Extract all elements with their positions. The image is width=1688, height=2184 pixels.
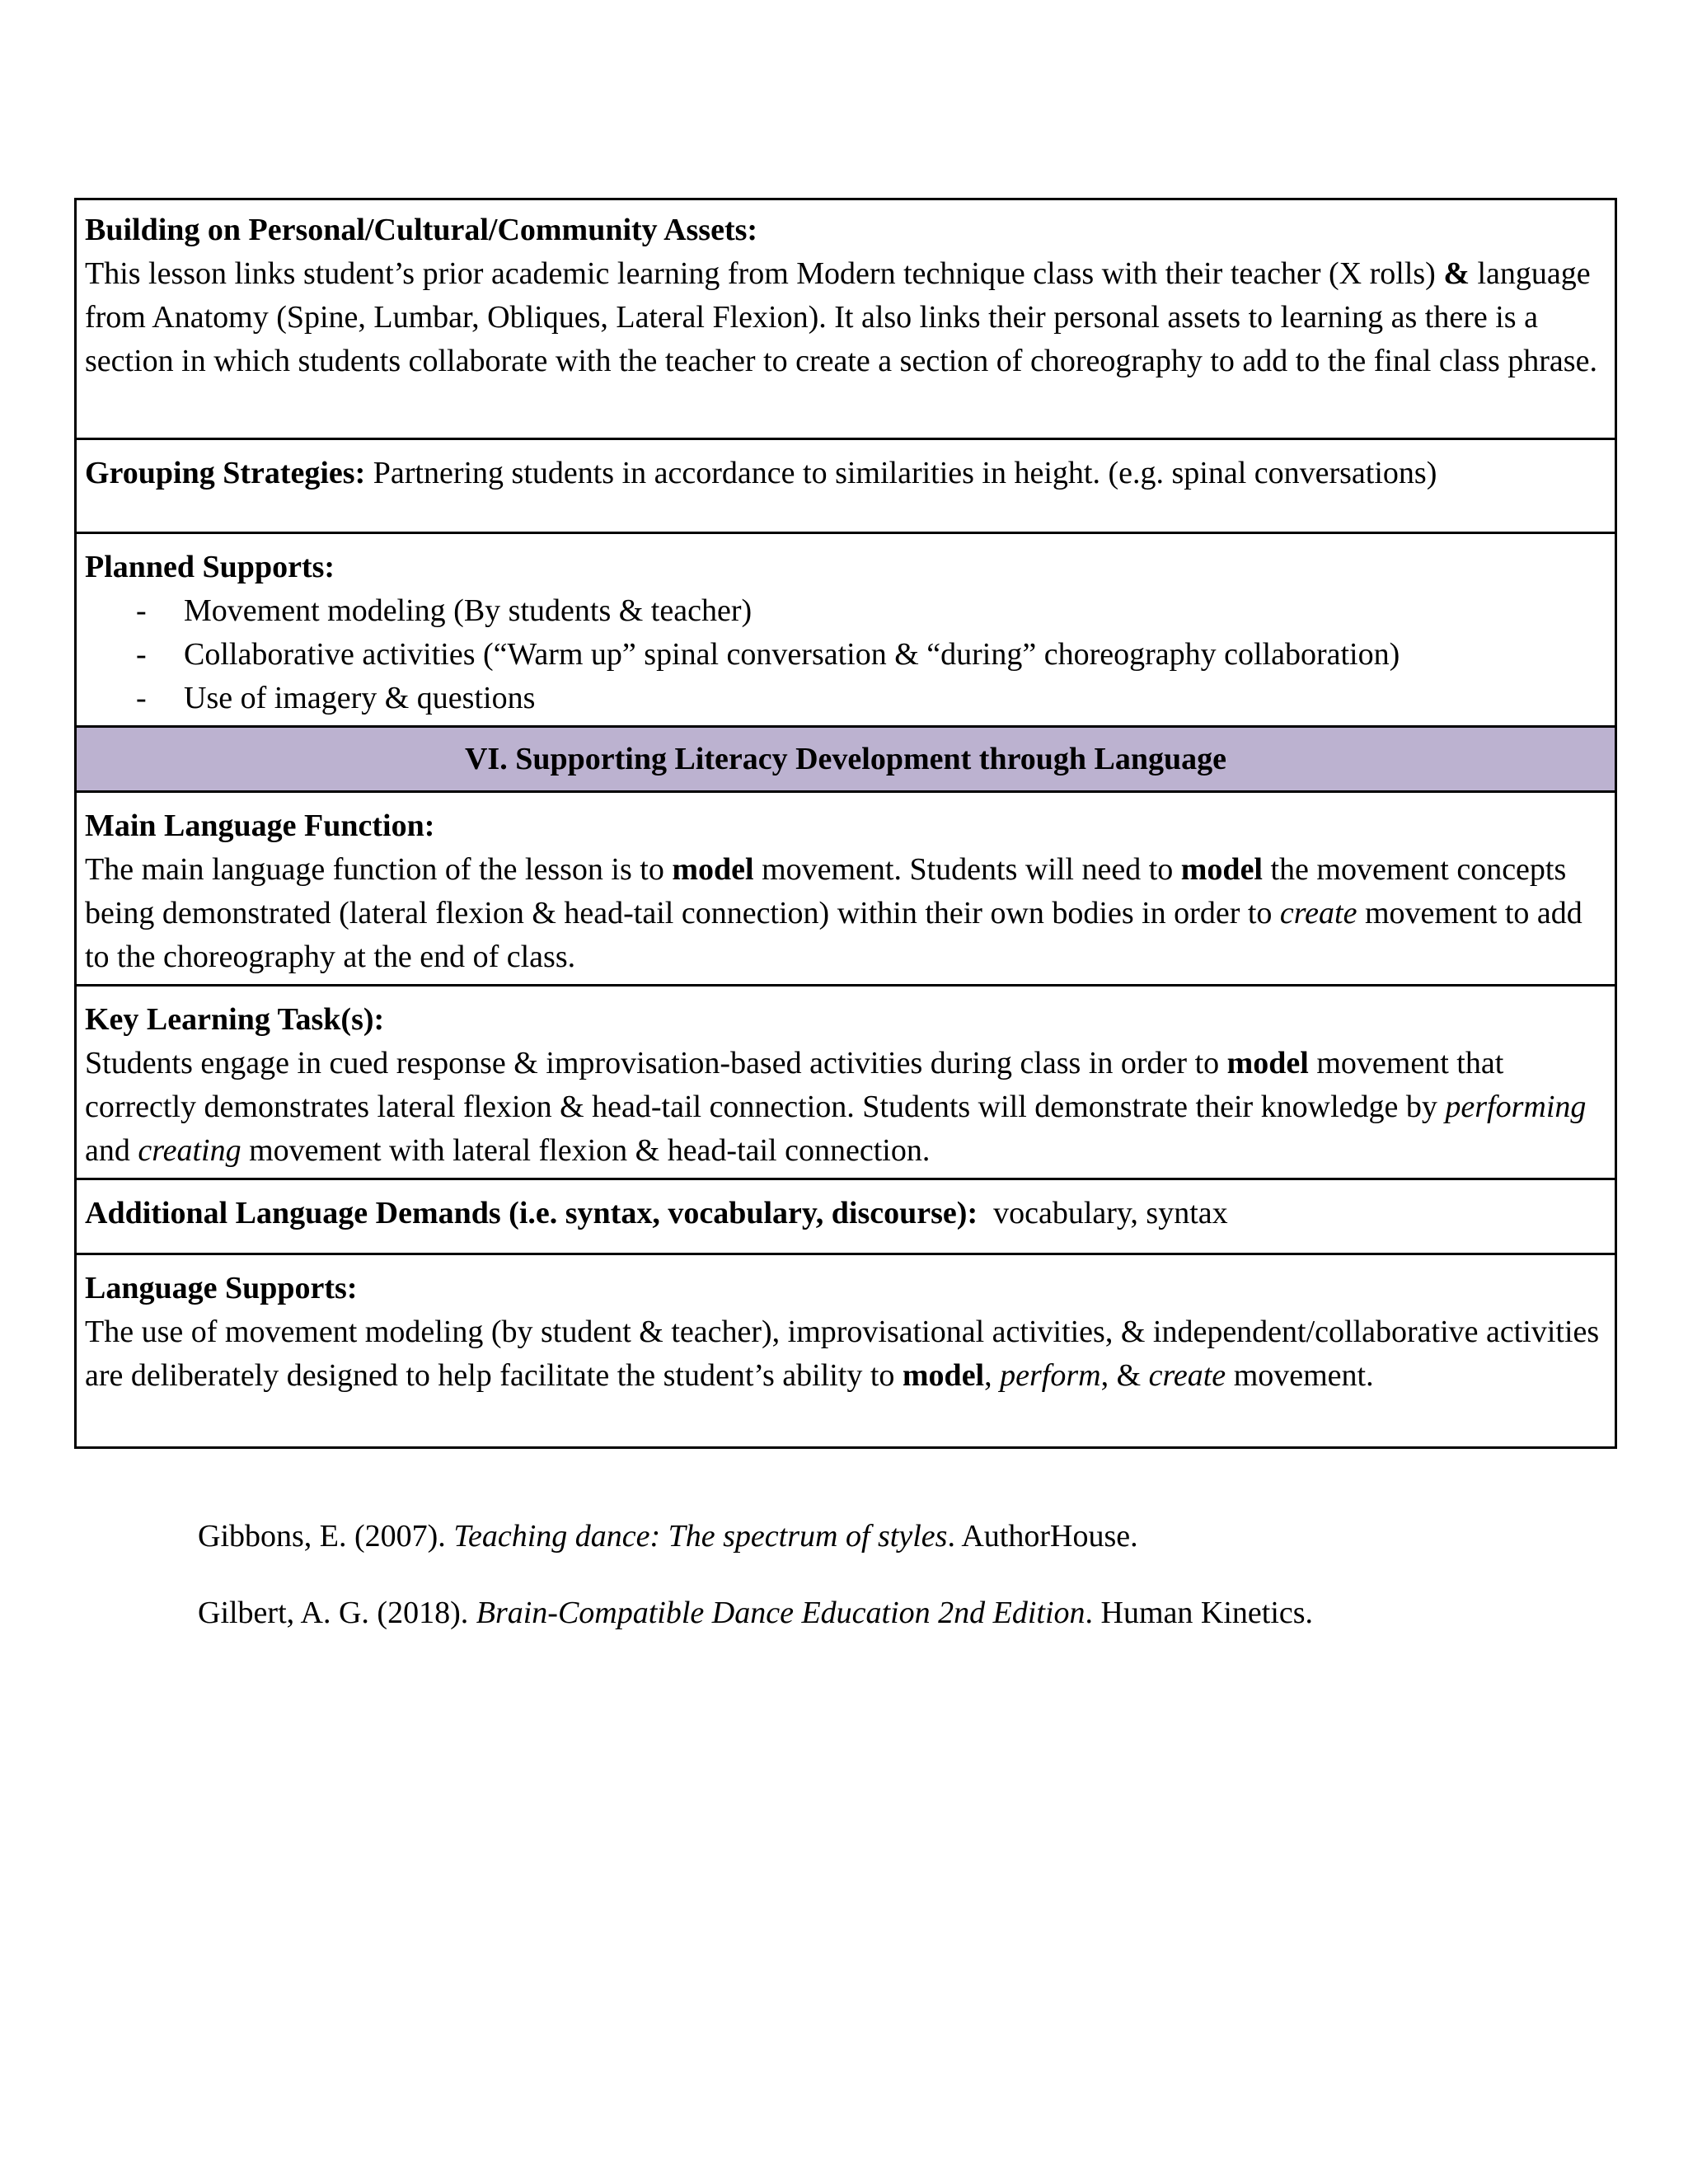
language-demands-cell [77, 1178, 1615, 1253]
dash-bullet: - [136, 681, 147, 715]
assets-cell [77, 200, 1615, 438]
assets-text: This lesson links student’s prior academic learning from Modern technique class with their teacher (X rolls) & language from Anatomy (Spine, Lumbar, Obliques, Lateral Flexion). It also links their personal assets to learning as there is a section in which students collaborate with the teacher to create a section of choreography to add to the final class phrase. [85, 256, 1597, 378]
lesson-plan-table [74, 198, 1617, 1449]
language-demands-heading: Additional Language Demands (i.e. syntax, vocabulary, discourse): [85, 1196, 978, 1230]
section-header [77, 725, 1615, 790]
planned-supports-cell [77, 532, 1615, 725]
language-function-heading: Main Language Function: [85, 808, 435, 843]
list-item: - Use of imagery & questions [85, 677, 1606, 720]
reference-item: Gibbons, E. (2007). Teaching dance: The spectrum of styles. AuthorHouse. [198, 1519, 1138, 1554]
list-item: - Collaborative activities (“Warm up” spinal conversation & “during” choreography collaboration) [85, 633, 1606, 677]
language-supports-cell [77, 1253, 1615, 1446]
grouping-cell [77, 438, 1615, 532]
language-function-cell [77, 790, 1615, 984]
section-title: VI. Supporting Literacy Development through Language [464, 742, 1227, 776]
key-tasks-heading: Key Learning Task(s): [85, 1002, 385, 1037]
language-supports-heading: Language Supports: [85, 1271, 358, 1305]
dash-bullet: - [136, 637, 147, 672]
supports-list [85, 589, 1606, 720]
references [198, 1515, 1313, 1668]
list-item: - Movement modeling (By students & teacher) [85, 589, 1606, 633]
language-demands-text: vocabulary, syntax [978, 1196, 1228, 1230]
grouping-heading: Grouping Strategies: [85, 456, 366, 490]
language-supports-text: The use of movement modeling (by student & teacher), improvisational activities, & independent/collaborative activities are deliberately designed to help facilitate the student’s ability to model, perform, & create movement. [85, 1315, 1600, 1393]
dash-bullet: - [136, 593, 147, 628]
assets-heading: Building on Personal/Cultural/Community Assets: [85, 213, 758, 247]
grouping-text: Partnering students in accordance to similarities in height. (e.g. spinal conversations) [365, 456, 1437, 490]
supports-heading: Planned Supports: [85, 550, 335, 584]
reference-item: Gilbert, A. G. (2018). Brain-Compatible Dance Education 2nd Edition. Human Kinetics. [198, 1596, 1314, 1630]
key-tasks-text: Students engage in cued response & improvisation-based activities during class in order to model movement that correctly demonstrates lateral flexion & head-tail connection. Students will demonstrate their knowledge by performing and creating movement with lateral flexion & head-tail connection. [85, 1046, 1587, 1168]
key-tasks-cell [77, 984, 1615, 1178]
language-function-text: The main language function of the lesson is to model movement. Students will need to model the movement concepts being demonstrated (lateral flexion & head-tail connection) within their own bodies in order to create movement to add to the choreography at the end of class. [85, 852, 1582, 974]
